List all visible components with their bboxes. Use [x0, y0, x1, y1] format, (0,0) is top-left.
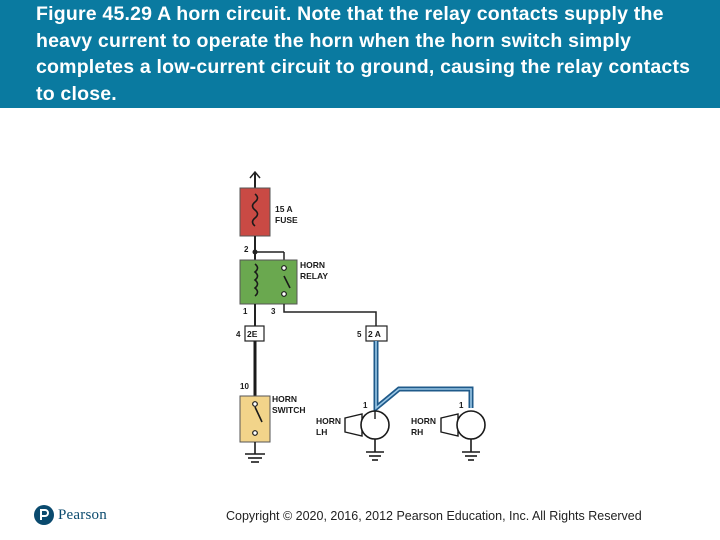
horn-rh-label-1: HORN — [411, 416, 437, 426]
fuse-label-1: 15 A — [275, 204, 293, 214]
horn-rh-label-2: RH — [411, 427, 424, 437]
relay-box — [240, 260, 297, 304]
fuse-box — [240, 188, 270, 236]
pin-relay-right: 3 — [271, 307, 276, 316]
pin-horn-rh: 1 — [459, 401, 464, 410]
pin-switch-top: 10 — [240, 382, 249, 391]
horn-lh-icon — [345, 411, 389, 439]
horn-lh-label-2: LH — [316, 427, 328, 437]
horn-rh-icon — [441, 411, 485, 439]
relay-label-2: RELAY — [300, 271, 329, 281]
pearson-logo-icon — [34, 505, 54, 525]
power-feed-icon — [250, 172, 260, 188]
copyright-notice: Copyright © 2020, 2016, 2012 Pearson Education, Inc. All Rights Reserved — [226, 509, 642, 523]
fuse-label-2: FUSE — [275, 215, 298, 225]
connector-2e-label: 2E — [247, 329, 258, 339]
pin-fuse-bottom: 2 — [244, 245, 249, 254]
switch-label-2: SWITCH — [272, 405, 306, 415]
ground-icon — [366, 439, 384, 460]
pin-connector-2a: 5 — [357, 330, 362, 339]
ground-icon — [462, 439, 480, 460]
switch-label-1: HORN — [272, 394, 298, 404]
pin-connector-2e: 4 — [236, 330, 241, 339]
pin-horn-lh: 1 — [363, 401, 368, 410]
ground-icon — [245, 442, 265, 462]
pearson-logo-text: Pearson — [58, 506, 107, 523]
horn-lh-label-1: HORN — [316, 416, 342, 426]
slide-title: Figure 45.29 A horn circuit. Note that the relay contacts supply the heavy current to operate the horn when the horn switch simply completes a low-current circuit to ground, causing the relay contacts to close. — [36, 3, 691, 105]
connector-2a-label: 2 A — [368, 329, 381, 339]
relay-label-1: HORN — [300, 260, 326, 270]
pearson-logo — [34, 505, 107, 525]
horn-feed-wire — [376, 341, 471, 408]
pin-relay-left: 1 — [243, 307, 248, 316]
